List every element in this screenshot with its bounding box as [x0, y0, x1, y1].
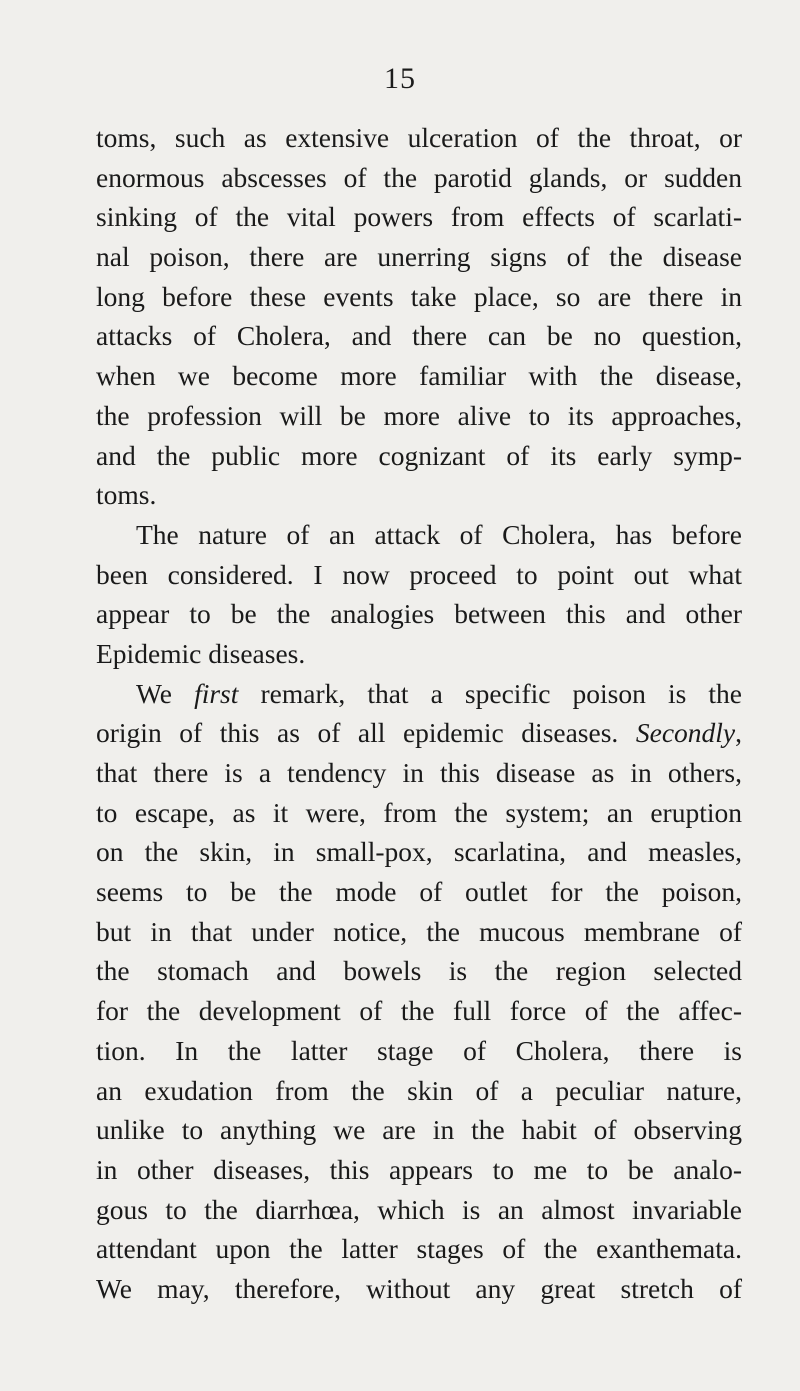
text-line: appear to be the analogies between this and other	[96, 598, 742, 630]
text-line: seems to be the mode of outlet for the poison,	[96, 876, 742, 908]
text-line: the profession will be more alive to its approaches,	[96, 399, 742, 431]
text-line: gous to the diarrhœa, which is an almost invariable	[96, 1193, 742, 1225]
line-text: We	[136, 677, 195, 709]
text-line: Epidemic diseases.	[96, 637, 306, 669]
line-text: remark, that a specific poison is the	[238, 677, 742, 709]
text-line: toms.	[96, 479, 157, 511]
text-line: on the skin, in small-pox, scarlatina, and measles,	[96, 836, 742, 868]
text-line: unlike to anything we are in the habit of observing	[96, 1114, 742, 1146]
text-line: sinking of the vital powers from effects of scarlati-	[96, 201, 742, 233]
text-line: attacks of Cholera, and there can be no question,	[96, 320, 742, 352]
line-text: ,	[735, 717, 742, 749]
text-line: long before these events take place, so are there in	[96, 280, 742, 312]
text-line: attendant upon the latter stages of the exanthemata.	[96, 1233, 742, 1265]
body-text	[96, 118, 742, 1309]
text-line: We may, therefore, without any great stretch of	[96, 1272, 742, 1304]
text-line: when we become more familiar with the disease,	[96, 360, 742, 392]
text-line: toms, such as extensive ulceration of the throat, or	[96, 122, 742, 153]
text-line: and the public more cognizant of its early symp-	[96, 439, 742, 471]
text-line: enormous abscesses of the parotid glands, or sudden	[96, 161, 742, 193]
line-text: origin of this as of all epidemic diseases.	[96, 717, 636, 749]
text-line: for the development of the full force of the affec-	[96, 995, 742, 1027]
text-line: in other diseases, this appears to me to be analo-	[96, 1153, 742, 1185]
text-line: nal poison, there are unerring signs of the disease	[96, 241, 742, 273]
paragraph-start-line	[96, 674, 742, 714]
text-line: been considered. I now proceed to point out what	[96, 558, 742, 590]
italic-word: Secondly	[635, 717, 736, 749]
text-line: the stomach and bowels is the region selected	[96, 955, 742, 987]
text-line	[96, 713, 742, 753]
text-line: tion. In the latter stage of Cholera, there is	[96, 1034, 742, 1066]
text-line: an exudation from the skin of a peculiar nature,	[96, 1074, 742, 1106]
page-number: 15	[384, 62, 416, 95]
paragraph-start-line: The nature of an attack of Cholera, has before	[136, 518, 742, 550]
italic-word: first	[194, 677, 239, 709]
text-line: but in that under notice, the mucous membrane of	[96, 915, 742, 947]
text-line: that there is a tendency in this disease as in others,	[96, 757, 742, 788]
text-line: to escape, as it were, from the system; an eruption	[96, 796, 742, 828]
